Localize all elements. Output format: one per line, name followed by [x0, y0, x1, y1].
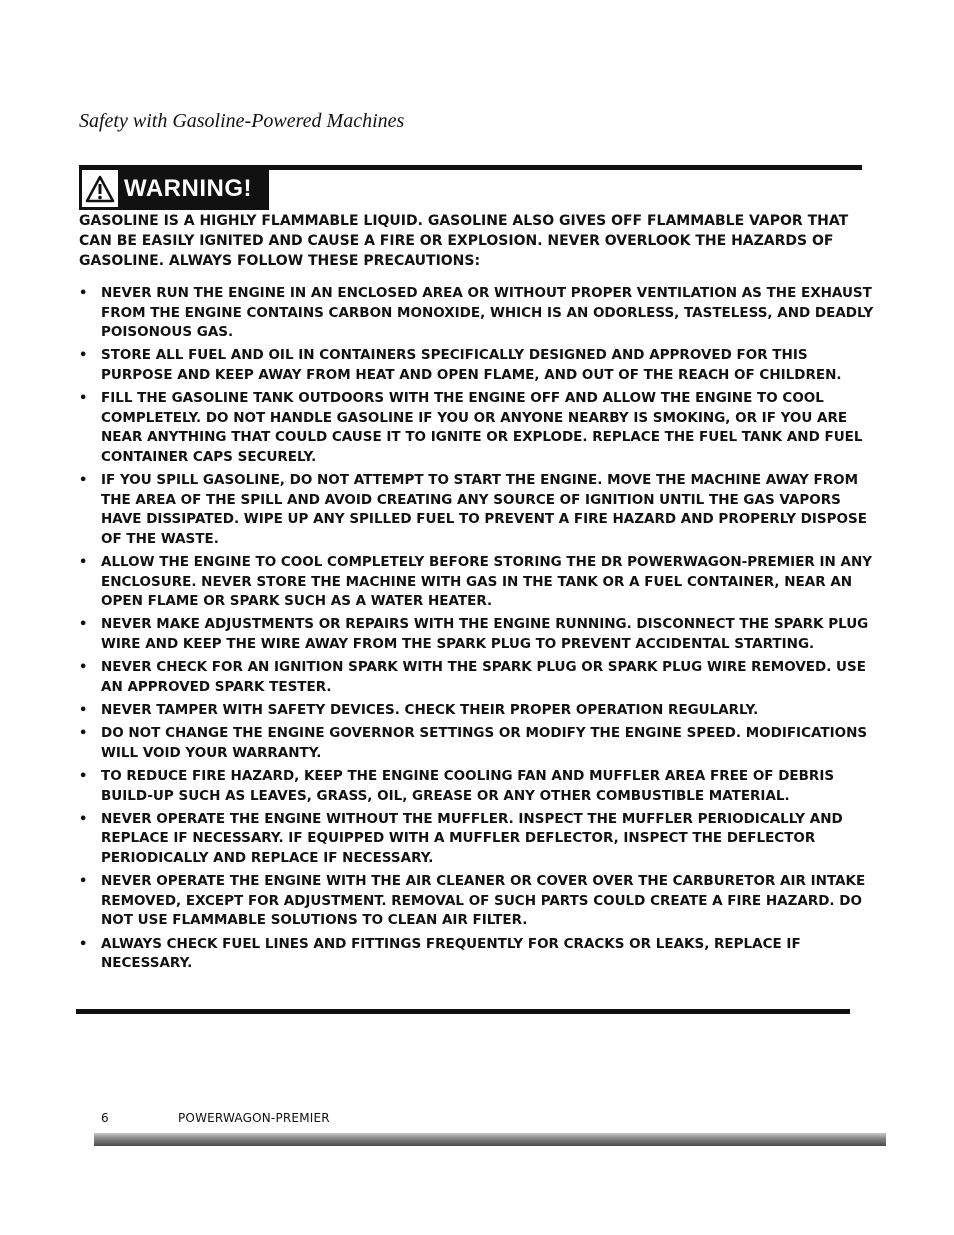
list-item-text: STORE ALL FUEL AND OIL IN CONTAINERS SPECIFICALLY DESIGNED AND APPROVED FOR THIS PURPOSE AND KEEP AWAY FROM HEAT AND OPEN FLAME, AND OUT OF THE REACH OF CHILDREN.	[101, 347, 842, 383]
page-number: 6	[101, 1111, 109, 1125]
list-item	[79, 872, 879, 931]
list-item-text: NEVER TAMPER WITH SAFETY DEVICES. CHECK THEIR PROPER OPERATION REGULARLY.	[101, 702, 759, 719]
list-item	[79, 767, 879, 806]
warning-text: WARNING!	[118, 170, 266, 207]
list-item	[79, 615, 879, 654]
bullet-icon: •	[79, 811, 88, 827]
bullet-icon: •	[79, 348, 88, 364]
list-item-text: ALLOW THE ENGINE TO COOL COMPLETELY BEFORE STORING THE DR POWERWAGON-PREMIER IN ANY ENCLOSURE. NEVER STORE THE MACHINE WITH GAS IN THE TANK OR A FUEL CONTAINER, NEAR AN OPEN FLAME OR SPARK SUCH AS A WATER HEATER.	[101, 554, 873, 610]
bullet-icon: •	[79, 473, 88, 489]
warning-triangle-icon	[82, 170, 118, 207]
bullet-icon: •	[79, 660, 88, 676]
list-item-text: IF YOU SPILL GASOLINE, DO NOT ATTEMPT TO START THE ENGINE. MOVE THE MACHINE AWAY FROM THE AREA OF THE SPILL AND AVOID CREATING ANY SOURCE OF IGNITION UNTIL THE GAS VAPORS HAVE DISSIPATED. WIPE UP ANY SPILLED FUEL TO PREVENT A FIRE HAZARD AND PROPERLY DISPOSE OF THE WASTE.	[101, 472, 867, 547]
list-item-text: NEVER RUN THE ENGINE IN AN ENCLOSED AREA OR WITHOUT PROPER VENTILATION AS THE EXHAUST FROM THE ENGINE CONTAINS CARBON MONOXIDE, WHICH IS AN ODORLESS, TASTELESS, AND DEADLY POISONOUS GAS.	[101, 285, 874, 341]
bullet-icon: •	[79, 391, 88, 407]
list-item	[79, 389, 879, 467]
list-item	[79, 724, 879, 763]
bullet-icon: •	[79, 769, 88, 784]
section-title: Safety with Gasoline-Powered Machines	[79, 110, 405, 132]
footer-title: POWERWAGON-PREMIER	[178, 1111, 330, 1125]
list-item	[79, 701, 879, 721]
list-item	[79, 810, 879, 869]
list-item-text: TO REDUCE FIRE HAZARD, KEEP THE ENGINE COOLING FAN AND MUFFLER AREA FREE OF DEBRIS BUILD-UP SUCH AS LEAVES, GRASS, OIL, GREASE OR ANY OTHER COMBUSTIBLE MATERIAL.	[101, 768, 835, 804]
list-item-text: ALWAYS CHECK FUEL LINES AND FITTINGS FREQUENTLY FOR CRACKS OR LEAKS, REPLACE IF NECESSARY.	[101, 935, 801, 972]
list-item	[79, 284, 879, 343]
list-item	[79, 553, 879, 612]
list-item	[79, 658, 879, 697]
precautions-list	[79, 284, 879, 977]
list-item	[79, 471, 879, 549]
bullet-icon: •	[79, 726, 88, 742]
list-item	[79, 346, 879, 385]
list-item-text: DO NOT CHANGE THE ENGINE GOVERNOR SETTINGS OR MODIFY THE ENGINE SPEED. MODIFICATIONS WILL VOID YOUR WARRANTY.	[101, 725, 868, 761]
list-item-text: NEVER OPERATE THE ENGINE WITH THE AIR CLEANER OR COVER OVER THE CARBURETOR AIR INTAKE REMOVED, EXCEPT FOR ADJUSTMENT. REMOVAL OF SUCH PARTS COULD CREATE A FIRE HAZARD. DO NOT USE FLAMMABLE SOLUTIONS TO CLEAN AIR FILTER.	[101, 873, 866, 929]
footer-bar	[94, 1133, 886, 1146]
bullet-icon: •	[79, 703, 88, 719]
list-item-text: NEVER OPERATE THE ENGINE WITHOUT THE MUFFLER. INSPECT THE MUFFLER PERIODICALLY AND REPLACE IF NECESSARY. IF EQUIPPED WITH A MUFFLER DEFLECTOR, INSPECT THE DEFLECTOR PERIODICALLY AND REPLACE IF NECESSARY.	[101, 810, 843, 866]
bullet-icon: •	[79, 286, 88, 301]
intro-paragraph: GASOLINE IS A HIGHLY FLAMMABLE LIQUID. GASOLINE ALSO GIVES OFF FLAMMABLE VAPOR THAT CAN BE EASILY IGNITED AND CAUSE A FIRE OR EXPLOSION. NEVER OVERLOOK THE HAZARDS OF GASOLINE. ALWAYS FOLLOW THESE PRECAUTIONS:	[79, 213, 849, 269]
bullet-icon: •	[79, 936, 88, 952]
list-item-text: NEVER MAKE ADJUSTMENTS OR REPAIRS WITH THE ENGINE RUNNING. DISCONNECT THE SPARK PLUG WIRE AND KEEP THE WIRE AWAY FROM THE SPARK PLUG TO PREVENT ACCIDENTAL STARTING.	[101, 616, 869, 653]
list-item-text: NEVER CHECK FOR AN IGNITION SPARK WITH THE SPARK PLUG OR SPARK PLUG WIRE REMOVED. USE AN APPROVED SPARK TESTER.	[101, 659, 866, 695]
list-item	[79, 935, 879, 974]
bullet-icon: •	[79, 555, 88, 571]
list-item-text: FILL THE GASOLINE TANK OUTDOORS WITH THE ENGINE OFF AND ALLOW THE ENGINE TO COOL COMPLETELY. DO NOT HANDLE GASOLINE IF YOU OR ANYONE NEARBY IS SMOKING, OR IF YOU ARE NEAR ANYTHING THAT COULD CAUSE IT TO IGNITE OR EXPLODE. REPLACE THE FUEL TANK AND FUEL CONTAINER CAPS SECURELY.	[101, 390, 863, 465]
bullet-icon: •	[79, 617, 88, 633]
bullet-icon: •	[79, 874, 88, 890]
warning-label	[79, 167, 269, 210]
bottom-rule	[76, 1009, 850, 1014]
